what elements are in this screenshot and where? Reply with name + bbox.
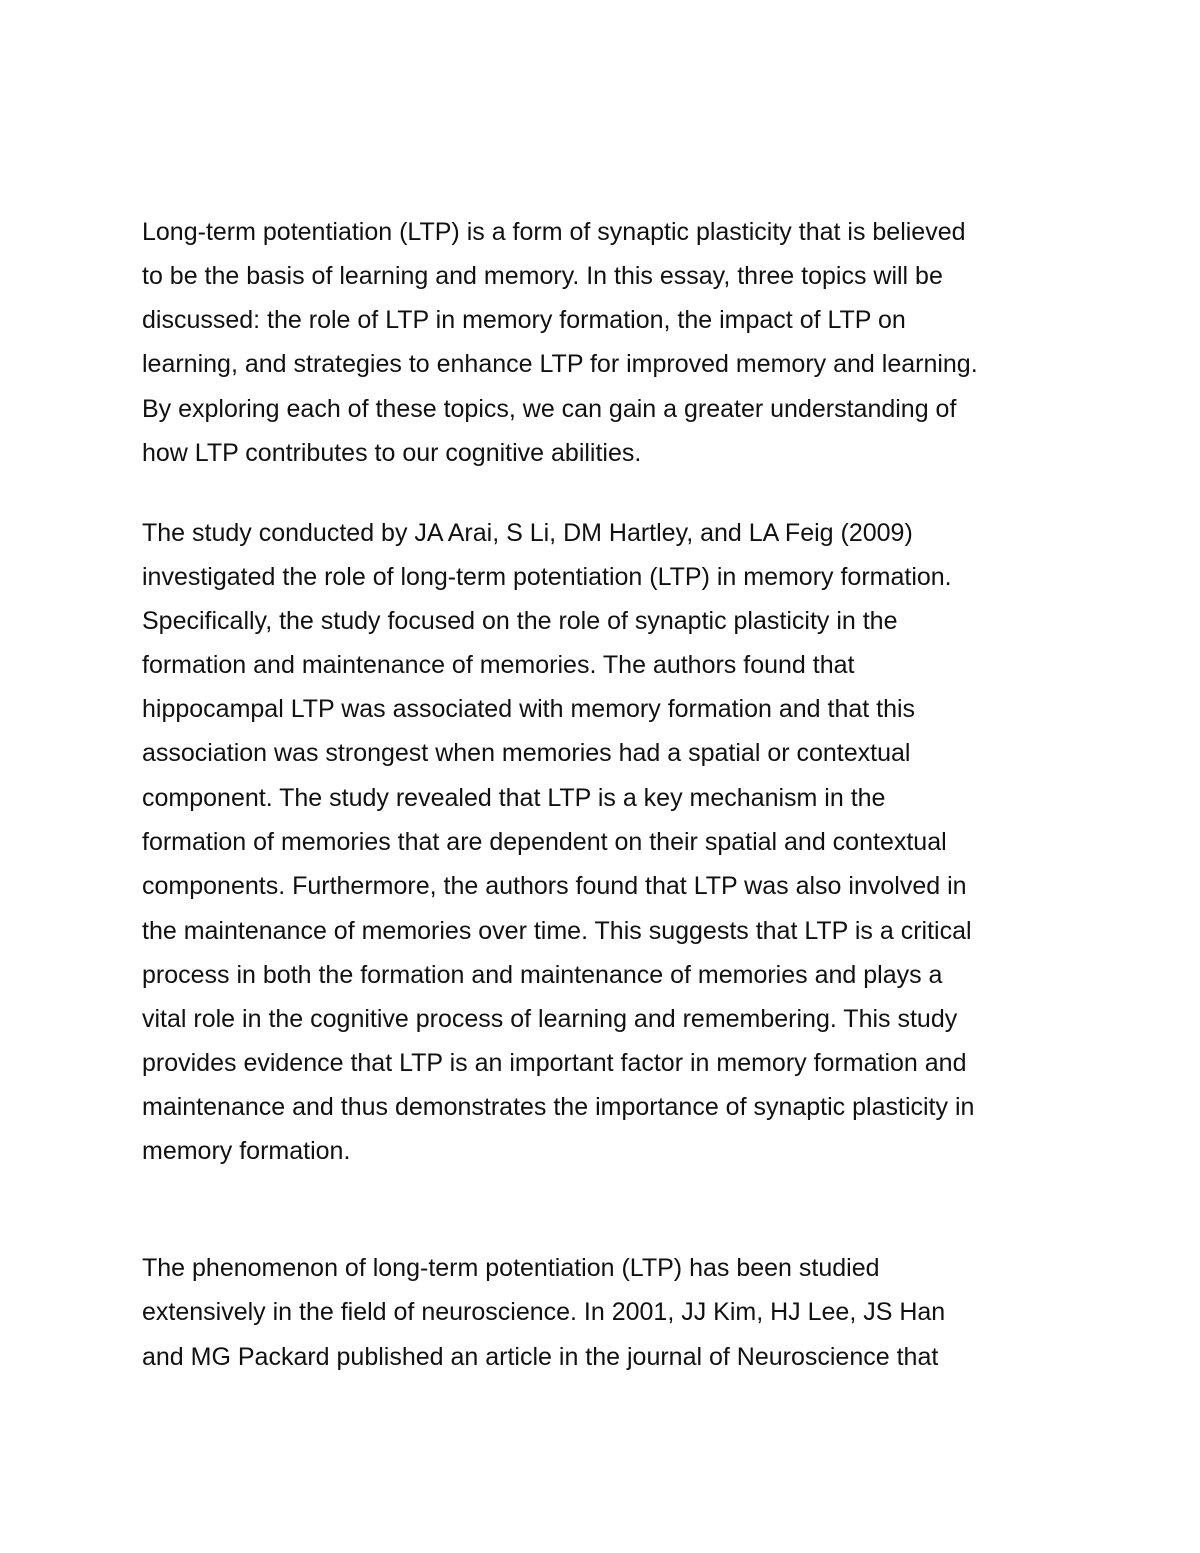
paragraph-line: investigated the role of long-term potentiation (LTP) in memory formation. <box>142 563 952 591</box>
paragraph-line: The phenomenon of long-term potentiation (LTP) has been studied <box>142 1254 880 1282</box>
paragraph-line: Specifically, the study focused on the role of synaptic plasticity in the <box>142 607 898 635</box>
paragraph-line: the maintenance of memories over time. This suggests that LTP is a critical <box>142 917 972 945</box>
paragraph-line: process in both the formation and maintenance of memories and plays a <box>142 961 943 989</box>
paragraph-line: component. The study revealed that LTP is a key mechanism in the <box>142 784 886 812</box>
paragraph-line: memory formation. <box>142 1137 351 1165</box>
paragraph-line: maintenance and thus demonstrates the importance of synaptic plasticity in <box>142 1093 975 1121</box>
paragraph-line: extensively in the field of neuroscience. In 2001, JJ Kim, HJ Lee, JS Han <box>142 1298 946 1326</box>
paragraph-line: provides evidence that LTP is an important factor in memory formation and <box>142 1049 967 1077</box>
paragraph-line: components. Furthermore, the authors found that LTP was also involved in <box>142 872 967 900</box>
paragraph-line: The study conducted by JA Arai, S Li, DM Hartley, and LA Feig (2009) <box>142 519 913 547</box>
paragraph-line: vital role in the cognitive process of learning and remembering. This study <box>142 1005 958 1033</box>
paragraph-line: association was strongest when memories had a spatial or contextual <box>142 739 911 767</box>
paragraph-line: how LTP contributes to our cognitive abilities. <box>142 439 642 467</box>
paragraph-line: to be the basis of learning and memory. In this essay, three topics will be <box>142 262 943 290</box>
paragraph-line: formation of memories that are dependent on their spatial and contextual <box>142 828 947 856</box>
paragraph-line: discussed: the role of LTP in memory formation, the impact of LTP on <box>142 306 906 334</box>
paragraph-line: hippocampal LTP was associated with memory formation and that this <box>142 695 916 723</box>
paragraph-line: formation and maintenance of memories. The authors found that <box>142 651 855 679</box>
paragraph-line: and MG Packard published an article in the journal of Neuroscience that <box>142 1343 939 1371</box>
paragraph-line: Long-term potentiation (LTP) is a form of synaptic plasticity that is believed <box>142 218 966 246</box>
paragraph-line: learning, and strategies to enhance LTP for improved memory and learning. <box>142 350 978 378</box>
paragraph-line: By exploring each of these topics, we can gain a greater understanding of <box>142 395 957 423</box>
